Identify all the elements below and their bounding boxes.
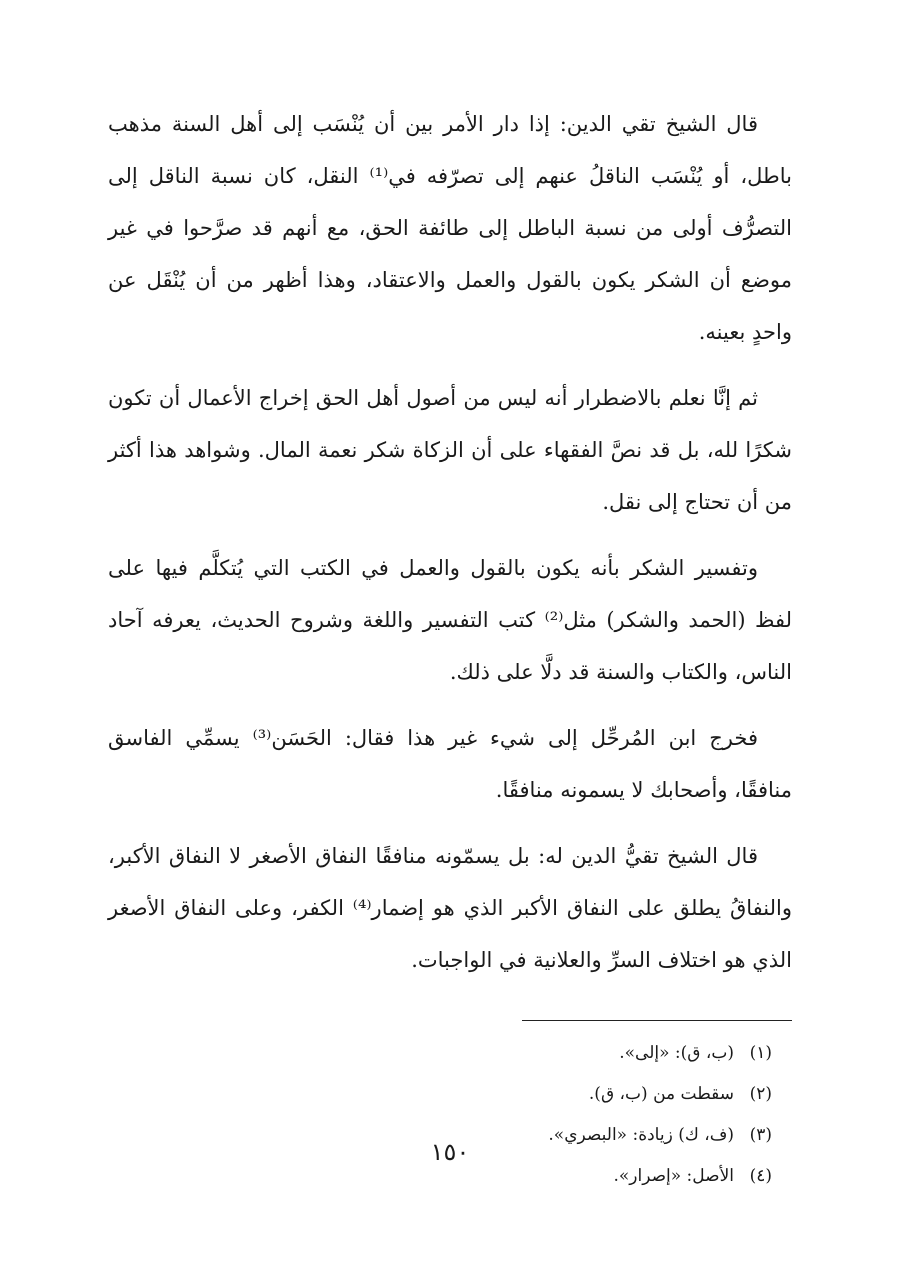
page-number: ١٥٠ xyxy=(430,1138,470,1166)
footnote-text: (ف، ك) زيادة: «البصري». xyxy=(548,1125,734,1145)
footnotes-list xyxy=(108,1033,792,1197)
paragraph-1: قال الشيخ تقي الدين: إذا دار الأمر بين أن يُنْسَب إلى أهل السنة مذهب باطل، أو يُنْسَب الناقلُ عنهم إلى تصرّفه في⁽¹⁾ النقل، كان نسبة الناقل إلى التصرُّف أولى من نسبة الباطل إلى طائفة الحق، مع أنهم قد صرَّحوا في غير موضع أن الشكر يكون بالقول والعمل والاعتقاد، وهذا أظهر من أن يُنْقَل عن واحدٍ بعينه. xyxy=(108,112,792,344)
footnote-number: (٤) xyxy=(749,1166,772,1186)
footnote-text: (ب، ق): «إلى». xyxy=(619,1043,734,1063)
footnote-number: (١) xyxy=(749,1043,772,1063)
footnote-text: الأصل: «إصرار». xyxy=(613,1166,734,1186)
footnote-divider xyxy=(522,1020,792,1021)
paragraph-5: قال الشيخ تقيُّ الدين له: بل يسمّونه منافقًا النفاق الأصغر لا النفاق الأكبر، والنفاقُ يطلق على النفاق الأكبر الذي هو إضمار⁽⁴⁾ الكفر، وعلى النفاق الأصغر الذي هو اختلاف السرِّ والعلانية في الواجبات. xyxy=(108,844,792,972)
paragraph-3: وتفسير الشكر بأنه يكون بالقول والعمل في الكتب التي يُتكلَّم فيها على لفظ (الحمد والشكر) مثل⁽²⁾ كتب التفسير واللغة وشروح الحديث، يعرفه آحاد الناس، والكتاب والسنة قد دلَّا على ذلك. xyxy=(108,556,792,684)
footnote-number: (٣) xyxy=(749,1125,772,1145)
footnote-text: سقطت من (ب، ق). xyxy=(588,1084,734,1104)
paragraph-4: فخرج ابن المُرحِّل إلى شيء غير هذا فقال: الحَسَن⁽³⁾ يسمِّي الفاسق منافقًا، وأصحابك لا يسمونه منافقًا. xyxy=(108,726,792,802)
footnote-1 xyxy=(108,1033,792,1074)
footnote-2 xyxy=(108,1074,792,1115)
page-body xyxy=(108,98,792,1197)
paragraph-2: ثم إنَّا نعلم بالاضطرار أنه ليس من أصول أهل الحق إخراج الأعمال أن تكون شكرًا لله، بل قد نصَّ الفقهاء على أن الزكاة شكر نعمة المال. وشواهد هذا أكثر من أن تحتاج إلى نقل. xyxy=(108,386,792,514)
footnote-number: (٢) xyxy=(749,1084,772,1104)
